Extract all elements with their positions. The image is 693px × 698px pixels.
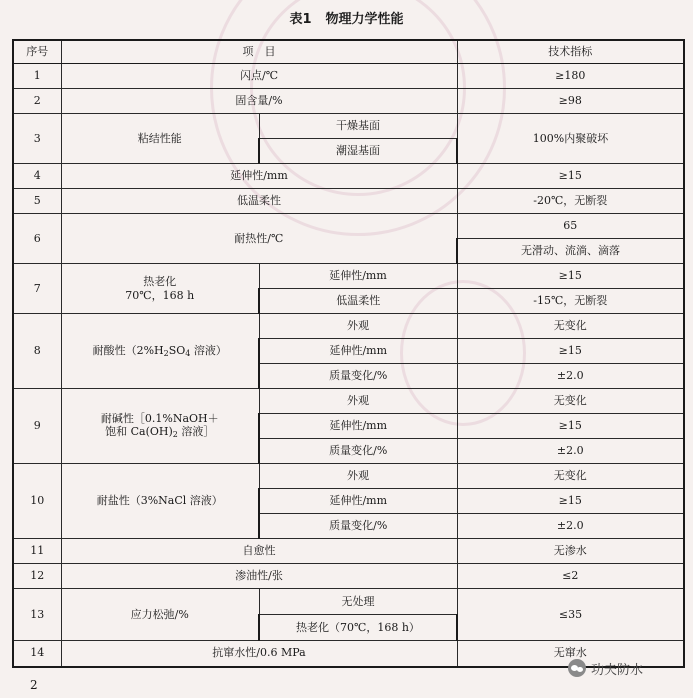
table-row — [13, 464, 684, 489]
wechat-icon — [568, 659, 586, 677]
sub-item-cell: 延伸性/mm — [259, 264, 457, 289]
table-name: 物理力学性能 — [325, 12, 404, 27]
spec-cell: ≤35 — [457, 589, 684, 641]
spec-cell: 无窜水 — [457, 641, 684, 667]
row-number: 4 — [13, 164, 61, 189]
sub-item-cell: 延伸性/mm — [259, 414, 457, 439]
table-row — [13, 589, 684, 615]
spec-cell: 无变化 — [457, 464, 684, 489]
header-item: 项 目 — [61, 40, 457, 64]
item-cell — [61, 314, 259, 389]
subscript: 2 — [163, 348, 169, 358]
sub-item-cell: 质量变化/% — [259, 364, 457, 389]
spec-cell: -15℃，无断裂 — [457, 289, 684, 314]
row-number: 2 — [13, 89, 61, 114]
spec-cell: -20℃，无断裂 — [457, 189, 684, 214]
item-cell: 闪点/℃ — [61, 64, 457, 89]
table-row — [13, 189, 684, 214]
item-text: 溶液） — [190, 343, 227, 357]
table-row — [13, 314, 684, 339]
sub-item-cell: 质量变化/% — [259, 514, 457, 539]
spec-cell: 100%内聚破坏 — [457, 114, 684, 164]
table-row — [13, 164, 684, 189]
sub-item-cell: 潮湿基面 — [259, 139, 457, 164]
table-row — [13, 114, 684, 139]
item-cell: 渗油性/张 — [61, 564, 457, 589]
spec-cell: ±2.0 — [457, 514, 684, 539]
spec-cell: ≥15 — [457, 489, 684, 514]
row-number: 7 — [13, 264, 61, 314]
row-number: 9 — [13, 389, 61, 464]
spec-cell: 无滑动、流淌、滴落 — [457, 239, 684, 264]
table-number: 表1 — [289, 12, 312, 27]
table-row — [13, 64, 684, 89]
row-number: 10 — [13, 464, 61, 539]
spec-cell: 65 — [457, 214, 684, 239]
spec-cell: ≥15 — [457, 264, 684, 289]
row-number: 5 — [13, 189, 61, 214]
sub-item-cell: 低温柔性 — [259, 289, 457, 314]
spec-cell: ≥15 — [457, 339, 684, 364]
spec-cell: 无变化 — [457, 314, 684, 339]
table-row — [13, 539, 684, 564]
header-spec: 技术指标 — [457, 40, 684, 64]
row-number: 14 — [13, 641, 61, 667]
spec-cell: 无渗水 — [457, 539, 684, 564]
spec-cell: ≤2 — [457, 564, 684, 589]
item-cell: 自愈性 — [61, 539, 457, 564]
watermark-text: 功夫防水 — [591, 662, 644, 678]
sub-item-cell: 质量变化/% — [259, 439, 457, 464]
subscript: 2 — [172, 430, 178, 440]
spec-cell: ≥15 — [457, 414, 684, 439]
item-line: 热老化 — [143, 274, 177, 288]
table-row — [13, 214, 684, 239]
item-cell: 耐热性/℃ — [61, 214, 457, 264]
item-cell: 固含量/% — [61, 89, 457, 114]
sub-item-cell: 外观 — [259, 464, 457, 489]
spec-cell: ≥15 — [457, 164, 684, 189]
item-cell — [61, 264, 259, 314]
spec-cell: ±2.0 — [457, 439, 684, 464]
sub-item-cell: 无处理 — [259, 589, 457, 615]
spec-cell: ≥98 — [457, 89, 684, 114]
item-line: 70℃，168 h — [125, 288, 195, 302]
physical-mechanical-properties-table — [12, 39, 685, 668]
item-text: 饱和 Ca(OH) — [105, 425, 173, 439]
sub-item-cell: 外观 — [259, 314, 457, 339]
table-row — [13, 264, 684, 289]
item-cell: 抗窜水性/0.6 MPa — [61, 641, 457, 667]
sub-item-cell: 延伸性/mm — [259, 339, 457, 364]
item-cell: 低温柔性 — [61, 189, 457, 214]
sub-item-cell: 外观 — [259, 389, 457, 414]
subscript: 4 — [185, 348, 191, 358]
row-number: 6 — [13, 214, 61, 264]
spec-cell: ±2.0 — [457, 364, 684, 389]
item-text: 溶液］ — [177, 425, 215, 439]
row-number: 13 — [13, 589, 61, 641]
item-cell: 应力松弛/% — [61, 589, 259, 641]
item-text: SO — [168, 343, 186, 357]
table-header-row — [13, 40, 684, 64]
sub-item-cell: 延伸性/mm — [259, 489, 457, 514]
sub-item-cell: 热老化（70℃，168 h） — [259, 615, 457, 641]
watermark — [568, 657, 684, 679]
item-cell — [61, 389, 259, 464]
row-number: 12 — [13, 564, 61, 589]
item-cell: 延伸性/mm — [61, 164, 457, 189]
item-text: 耐酸性（2%H — [92, 343, 164, 357]
item-line: 耐碱性［0.1%NaOH＋ — [100, 411, 219, 425]
spec-cell: 无变化 — [457, 389, 684, 414]
table-row — [13, 389, 684, 414]
table-title — [0, 8, 693, 27]
row-number: 11 — [13, 539, 61, 564]
row-number: 8 — [13, 314, 61, 389]
item-cell: 粘结性能 — [61, 114, 259, 164]
table-row — [13, 564, 684, 589]
page-number: 2 — [30, 678, 38, 692]
row-number: 3 — [13, 114, 61, 164]
item-line — [64, 425, 257, 440]
item-cell: 耐盐性（3%NaCl 溶液） — [61, 464, 259, 539]
sub-item-cell: 干燥基面 — [259, 114, 457, 139]
row-number: 1 — [13, 64, 61, 89]
spec-cell: ≥180 — [457, 64, 684, 89]
header-no: 序号 — [13, 40, 61, 64]
table-row — [13, 89, 684, 114]
